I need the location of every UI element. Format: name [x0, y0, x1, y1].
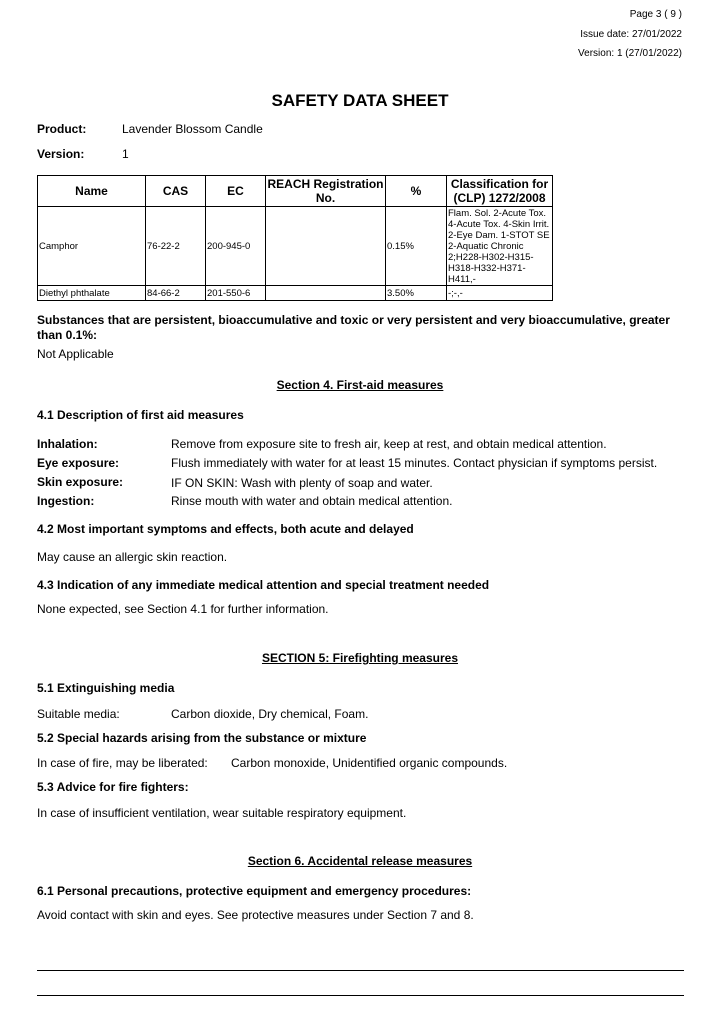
page-number: Page 3 ( 9 )	[629, 9, 682, 20]
cell-reach	[266, 207, 386, 286]
eye-exposure-label: Eye exposure:	[37, 456, 120, 470]
section5-2-title: 5.2 Special hazards arising from the substance or mixture	[37, 731, 367, 745]
eye-exposure-value: Flush immediately with water for at least 15 minutes. Contact physician if symptoms persist.	[171, 456, 658, 470]
cell-reach	[266, 286, 386, 301]
ingestion-value: Rinse mouth with water and obtain medical attention.	[171, 494, 453, 508]
section4-2-title: 4.2 Most important symptoms and effects, both acute and delayed	[37, 522, 414, 536]
col-header-name: Name	[38, 176, 146, 207]
section6-1-text: Avoid contact with skin and eyes. See protective measures under Section 7 and 8.	[37, 908, 474, 922]
skin-exposure-value: IF ON SKIN: Wash with plenty of soap and water.	[171, 476, 433, 490]
cell-ec: 201-550-6	[206, 286, 266, 301]
cell-percent: 3.50%	[386, 286, 447, 301]
pbt-heading: Substances that are persistent, bioaccumulative and toxic or very persistent and very bioaccumulative, greater than 0.1%:	[37, 313, 670, 342]
version-label: Version:	[37, 147, 85, 161]
section4-2-text: May cause an allergic skin reaction.	[37, 550, 228, 564]
section5-3-text: In case of insufficient ventilation, wear suitable respiratory equipment.	[37, 806, 407, 820]
inhalation-label: Inhalation:	[37, 437, 98, 451]
composition-table	[37, 175, 553, 301]
cell-classification: Flam. Sol. 2-Acute Tox. 4-Acute Tox. 4-Skin Irrit. 2-Eye Dam. 1-STOT SE 2-Aquatic Chronic 2;H228-H302-H315-H318-H332-H371-H411,-	[447, 207, 553, 286]
section6-1-title: 6.1 Personal precautions, protective equipment and emergency procedures:	[37, 884, 472, 898]
version-value: 1	[122, 147, 129, 161]
ingestion-label: Ingestion:	[37, 494, 95, 508]
cell-cas: 84-66-2	[146, 286, 206, 301]
col-header-reach: REACH Registration No.	[267, 177, 384, 205]
section5-1-title: 5.1 Extinguishing media	[37, 681, 175, 695]
suitable-media-label: Suitable media:	[37, 707, 120, 721]
col-header-ec: EC	[206, 176, 266, 207]
cell-ec: 200-945-0	[206, 207, 266, 286]
section4-3-title: 4.3 Indication of any immediate medical attention and special treatment needed	[37, 578, 490, 592]
section5-title: SECTION 5: Firefighting measures	[261, 651, 459, 665]
suitable-media-value: Carbon dioxide, Dry chemical, Foam.	[171, 707, 369, 721]
cell-name: Diethyl phthalate	[38, 286, 146, 301]
col-header-cas: CAS	[146, 176, 206, 207]
section6-title: Section 6. Accidental release measures	[247, 854, 473, 868]
section4-title: Section 4. First-aid measures	[276, 378, 444, 392]
pbt-value: Not Applicable	[37, 347, 114, 361]
product-value: Lavender Blossom Candle	[122, 122, 263, 136]
fire-liberated-value: Carbon monoxide, Unidentified organic compounds.	[231, 756, 508, 770]
cell-cas: 76-22-2	[146, 207, 206, 286]
col-header-classification: Classification for (CLP) 1272/2008	[447, 176, 553, 207]
issue-date: Issue date: 27/01/2022	[580, 29, 682, 40]
document-title: SAFETY DATA SHEET	[271, 91, 449, 110]
cell-name: Camphor	[38, 207, 146, 286]
product-label: Product:	[37, 122, 87, 136]
skin-exposure-label: Skin exposure:	[37, 475, 124, 489]
cell-percent: 0.15%	[386, 207, 447, 286]
table-row	[38, 286, 553, 301]
inhalation-value: Remove from exposure site to fresh air, keep at rest, and obtain medical attention.	[171, 437, 607, 451]
footer-divider	[37, 970, 684, 971]
footer-divider	[37, 995, 684, 996]
section4-3-text: None expected, see Section 4.1 for further information.	[37, 602, 329, 616]
fire-liberated-label: In case of fire, may be liberated:	[37, 756, 208, 770]
section4-1-title: 4.1 Description of first aid measures	[37, 408, 244, 422]
section5-3-title: 5.3 Advice for fire fighters:	[37, 780, 189, 794]
table-header-row	[38, 176, 553, 207]
col-header-percent: %	[386, 176, 447, 207]
table-row	[38, 207, 553, 286]
cell-classification: -;-,-	[447, 286, 553, 301]
version-info: Version: 1 (27/01/2022)	[578, 48, 682, 59]
